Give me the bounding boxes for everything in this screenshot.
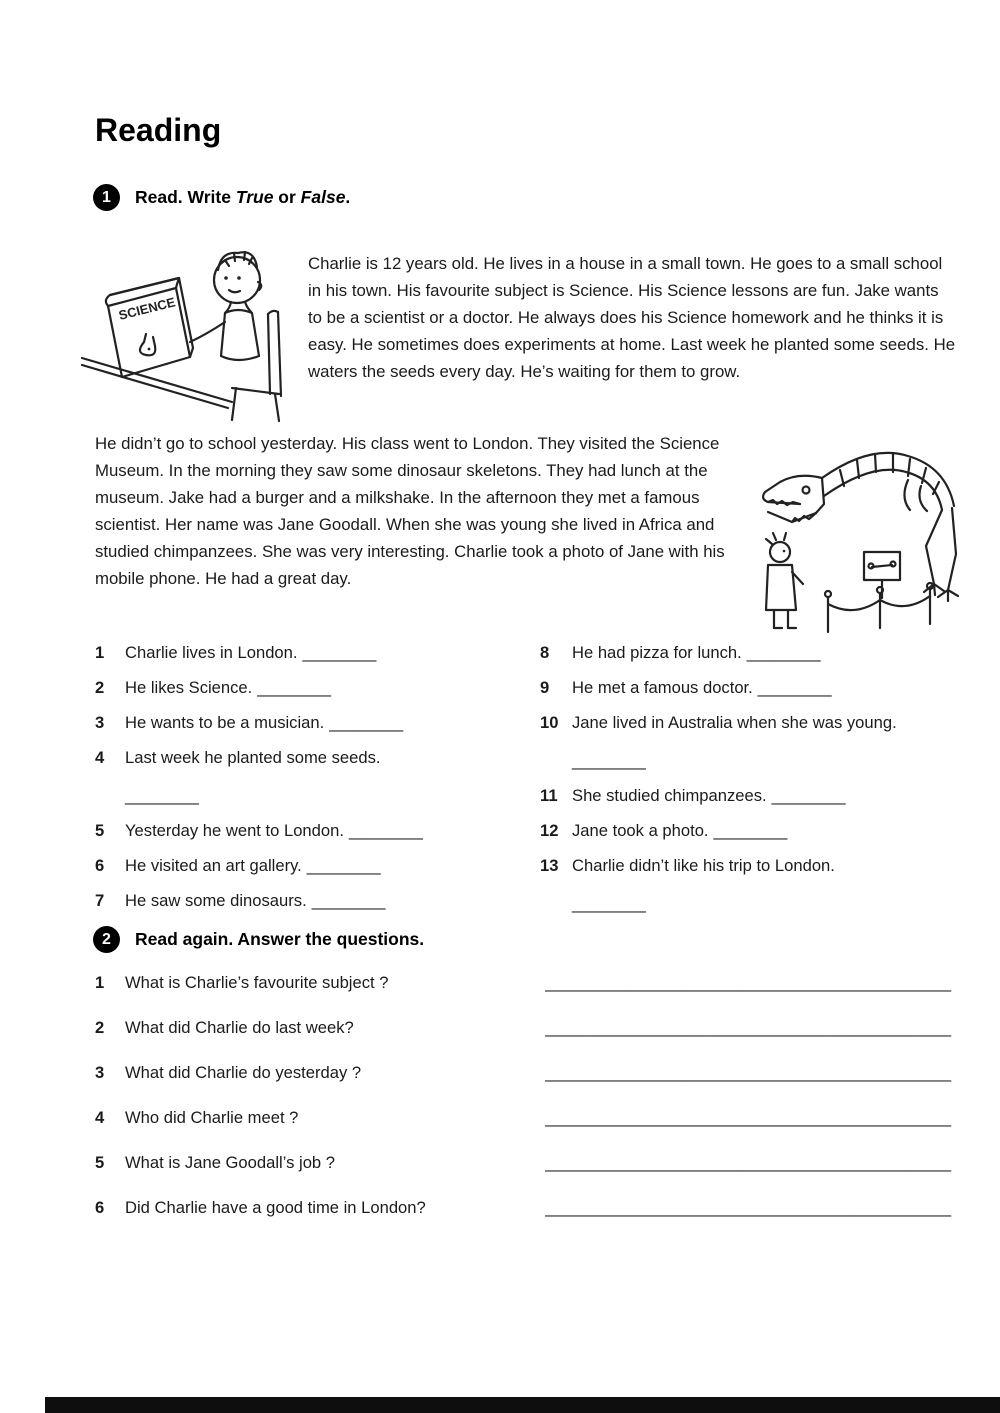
question-row-5 <box>95 1152 968 1174</box>
tf-item-2 <box>95 677 515 699</box>
answer-blank[interactable]: ________ <box>257 678 332 697</box>
tf-item-8 <box>540 642 968 664</box>
exercise2-number-badge: 2 <box>93 926 120 953</box>
instruction-text: . <box>345 187 351 207</box>
answer-blank[interactable]: ________ <box>125 786 199 805</box>
item-number: 5 <box>95 821 105 840</box>
item-number: 1 <box>95 643 105 662</box>
question-number: 4 <box>95 1108 105 1127</box>
page-title: Reading <box>95 112 222 148</box>
item-text: He met a famous doctor. <box>572 678 753 697</box>
answer-line[interactable]: ____________________________________________ <box>545 1108 952 1127</box>
answer-blank[interactable]: ________ <box>311 891 386 910</box>
answer-blank[interactable]: ________ <box>348 821 423 840</box>
tf-item-10 <box>540 712 968 772</box>
item-text: He wants to be a musician. <box>125 713 325 732</box>
tf-item-3 <box>95 712 515 734</box>
question-text: What did Charlie do last week? <box>125 1018 354 1037</box>
question-row-4 <box>95 1107 968 1129</box>
reading-text-paragraph-2: He didn’t go to school yesterday. His class went to London. They visited the Science Museum. In the morning they saw some dinosaur skeletons. They had lunch at the museum. Jake had a burger and a milkshake. In the afternoon they met a famous scientist. Her name was Jane Goodall. When she was young she lived in Africa and studied chimpanzees. She was very interesting. Charlie took a photo of Jane with his mobile phone. He had a great day. <box>95 434 725 588</box>
tf-item-9 <box>540 677 968 699</box>
true-false-left-column <box>95 642 515 925</box>
exercise2-instruction: Read again. Answer the questions. <box>135 929 425 949</box>
answer-blank[interactable]: ________ <box>306 856 381 875</box>
answer-line[interactable]: ____________________________________________ <box>545 1018 952 1037</box>
answer-line[interactable]: ____________________________________________ <box>545 1063 952 1082</box>
instruction-false-word: False <box>300 187 346 207</box>
item-number: 9 <box>540 678 550 697</box>
question-number: 6 <box>95 1198 105 1217</box>
question-row-3 <box>95 1062 968 1084</box>
answer-line[interactable]: ____________________________________________ <box>545 973 952 992</box>
answer-blank[interactable]: ________ <box>329 713 404 732</box>
item-number: 2 <box>95 678 105 697</box>
tf-item-7 <box>95 890 515 912</box>
tf-item-11 <box>540 785 968 807</box>
tf-item-6 <box>95 855 515 877</box>
item-text: Jane lived in Australia when she was young. <box>572 713 897 732</box>
question-row-2 <box>95 1017 968 1039</box>
exercise1-instruction <box>135 187 350 208</box>
questions-section <box>95 972 968 1242</box>
tf-item-12 <box>540 820 968 842</box>
answer-blank[interactable]: ________ <box>746 643 821 662</box>
item-text: Last week he planted some seeds. <box>125 748 381 767</box>
question-number: 1 <box>95 973 105 992</box>
item-number: 13 <box>540 856 559 875</box>
answer-blank[interactable]: ________ <box>302 643 377 662</box>
item-number: 11 <box>540 786 558 805</box>
item-number: 4 <box>95 748 105 767</box>
tf-item-1 <box>95 642 515 664</box>
question-text: What is Charlie’s favourite subject ? <box>125 973 389 992</box>
answer-blank[interactable]: ________ <box>713 821 788 840</box>
dinosaur-skeleton-illustration <box>758 434 970 636</box>
question-number: 5 <box>95 1153 105 1172</box>
instruction-true-word: True <box>235 187 274 207</box>
item-number: 10 <box>540 713 559 732</box>
item-number: 12 <box>540 821 559 840</box>
item-text: Yesterday he went to London. <box>125 821 344 840</box>
item-number: 3 <box>95 713 105 732</box>
answer-blank[interactable]: ________ <box>572 751 646 770</box>
item-text: He saw some dinosaurs. <box>125 891 307 910</box>
desk-line <box>82 365 228 408</box>
answer-blank[interactable]: ________ <box>771 786 846 805</box>
question-row-6 <box>95 1197 968 1219</box>
exercise1-header <box>93 184 350 211</box>
item-text: Charlie didn’t like his trip to London. <box>572 856 835 875</box>
answer-blank[interactable]: ________ <box>572 894 646 913</box>
item-text: She studied chimpanzees. <box>572 786 767 805</box>
question-text: What did Charlie do yesterday ? <box>125 1063 362 1082</box>
item-text: Charlie lives in London. <box>125 643 298 662</box>
question-number: 2 <box>95 1018 105 1037</box>
tf-item-4 <box>95 747 515 807</box>
exercise1-number-badge: 1 <box>93 184 120 211</box>
question-text: Who did Charlie meet ? <box>125 1108 299 1127</box>
instruction-text: Read. Write <box>135 187 236 207</box>
item-number: 6 <box>95 856 105 875</box>
question-number: 3 <box>95 1063 105 1082</box>
exercise2-header <box>93 926 424 953</box>
tf-item-13 <box>540 855 968 915</box>
item-text: Jane took a photo. <box>572 821 709 840</box>
item-number: 8 <box>540 643 550 662</box>
answer-line[interactable]: ____________________________________________ <box>545 1198 952 1217</box>
item-text: He visited an art gallery. <box>125 856 302 875</box>
answer-line[interactable]: ____________________________________________ <box>545 1153 952 1172</box>
reading-text-paragraph-1: Charlie is 12 years old. He lives in a house in a small town. He goes to a small school in his town. His favourite subject is Science. His Science lessons are fun. Jake wants to be a scientist or a doctor. He always does his Science homework and he thinks it is easy. He sometimes does experiments at home. Last week he planted some seeds. He waters the seeds every day. He’s waiting for them to grow. <box>308 254 956 381</box>
desk-line <box>82 358 232 402</box>
boy-reading-illustration <box>80 236 292 424</box>
true-false-right-column <box>540 642 968 928</box>
question-row-1 <box>95 972 968 994</box>
answer-blank[interactable]: ________ <box>757 678 832 697</box>
tf-item-5 <box>95 820 515 842</box>
question-text: Did Charlie have a good time in London? <box>125 1198 426 1217</box>
item-text: He had pizza for lunch. <box>572 643 742 662</box>
science-book-label: SCIENCE <box>117 294 177 323</box>
question-text: What is Jane Goodall’s job ? <box>125 1153 335 1172</box>
instruction-text: or <box>273 187 301 207</box>
item-text: He likes Science. <box>125 678 253 697</box>
item-number: 7 <box>95 891 105 910</box>
footer-bar <box>45 1397 1000 1413</box>
